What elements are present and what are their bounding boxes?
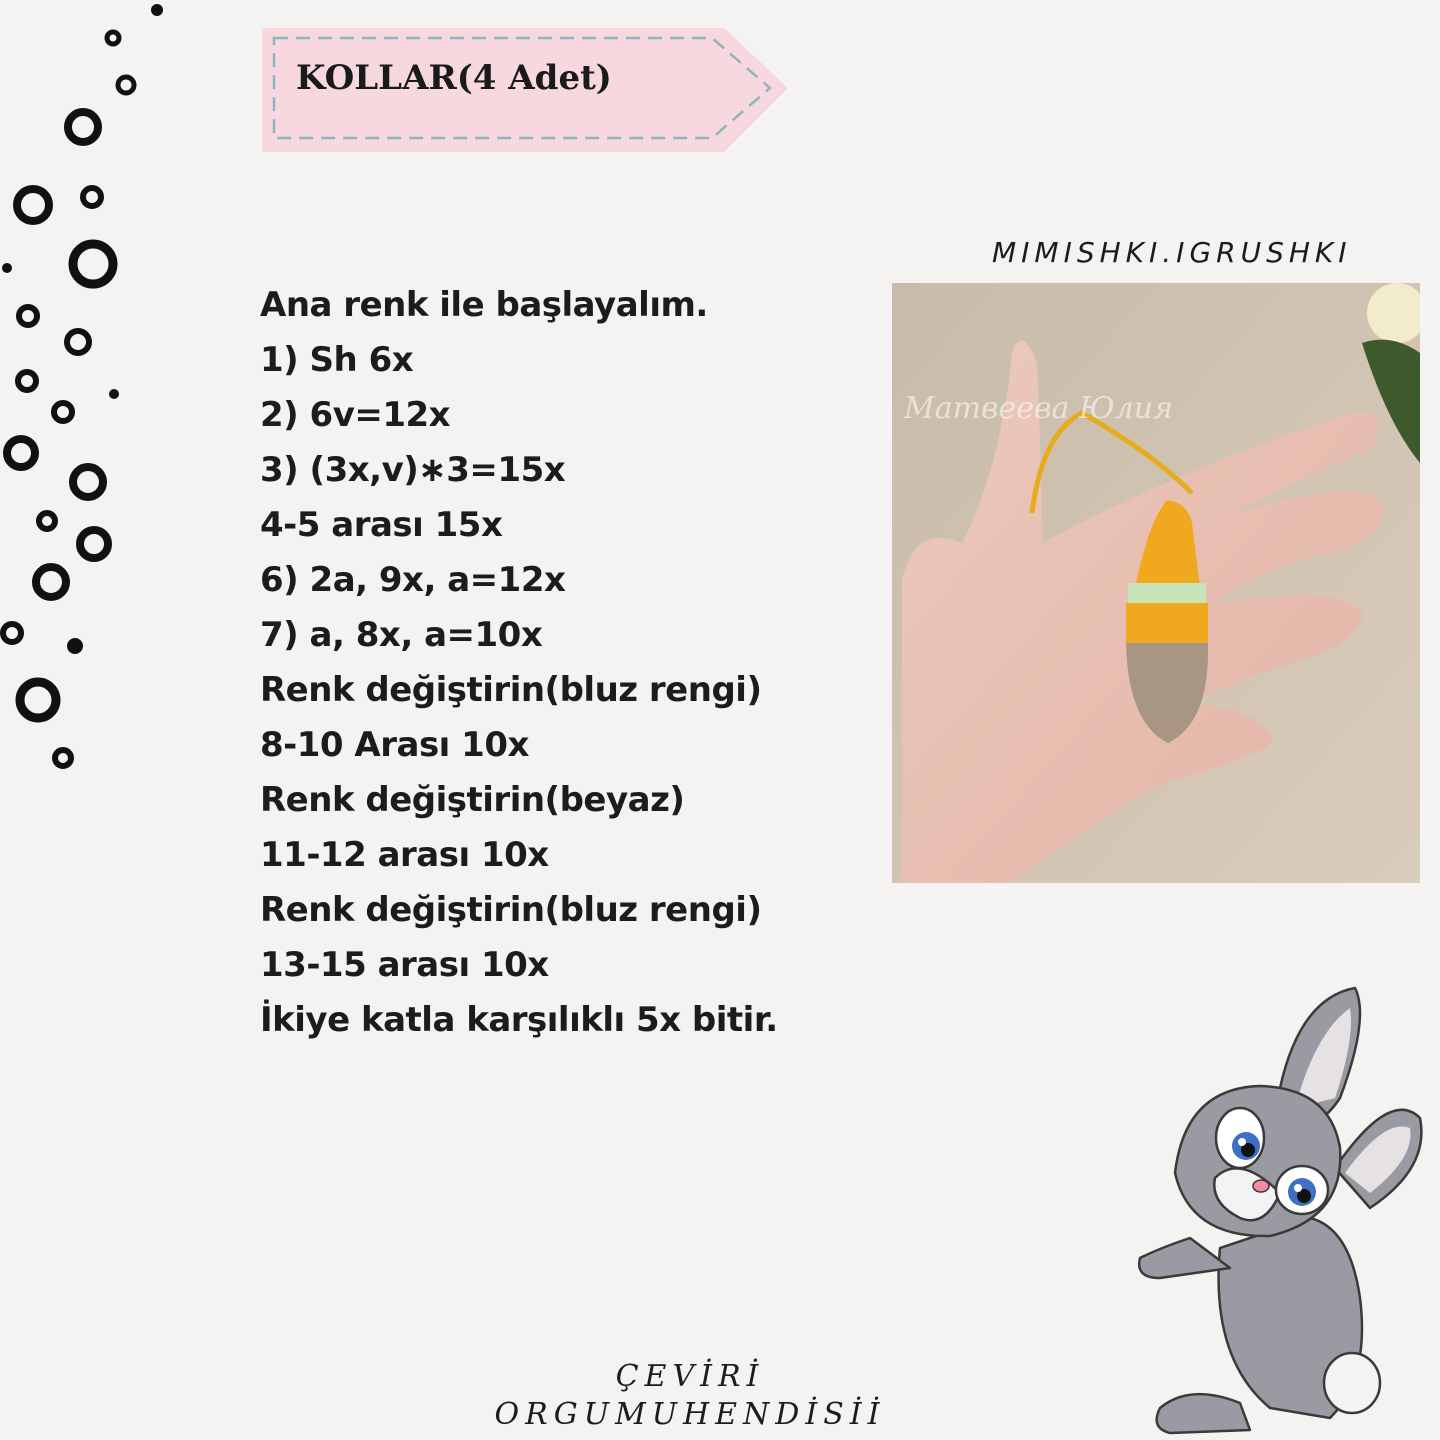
instruction-line: 3) (3x,v)∗3=15x: [260, 450, 566, 490]
bubble: [107, 32, 119, 44]
instruction-line: 11-12 arası 10x: [260, 835, 549, 875]
translation-credit-line2: ORGUMUHENDİSİİ: [494, 1397, 886, 1432]
instruction-line: 2) 6v=12x: [260, 395, 451, 435]
instruction-line: Renk değiştirin(bluz rengi): [260, 670, 762, 710]
instruction-line: İkiye katla karşılıklı 5x bitir.: [260, 1000, 778, 1040]
title-banner: [258, 24, 792, 154]
bunny-icon: [1130, 978, 1430, 1440]
dot: [2, 263, 12, 273]
instruction-line: 6) 2a, 9x, a=12x: [260, 560, 566, 600]
bubble: [7, 439, 35, 467]
instruction-line: Ana renk ile başlayalım.: [260, 285, 708, 325]
decorative-circles: [0, 0, 220, 800]
instruction-line: Renk değiştirin(bluz rengi): [260, 890, 762, 930]
bubble: [80, 530, 108, 558]
product-photo: [892, 283, 1420, 883]
bubble: [18, 372, 36, 390]
instruction-line: 1) Sh 6x: [260, 340, 414, 380]
bubble: [19, 307, 37, 325]
bubble: [55, 750, 71, 766]
translation-credit: [480, 1358, 900, 1434]
bubble: [39, 513, 55, 529]
instruction-line: 8-10 Arası 10x: [260, 725, 529, 765]
page-title: KOLLAR(4 Adet): [296, 58, 612, 98]
bubble: [73, 244, 113, 284]
dot: [151, 4, 163, 16]
photo-watermark: Матвеева Юлия: [904, 391, 1173, 426]
bubble: [36, 567, 66, 597]
instruction-list: [260, 282, 860, 1052]
instruction-line: 13-15 arası 10x: [260, 945, 549, 985]
bubble: [3, 624, 21, 642]
instruction-line: Renk değiştirin(beyaz): [260, 780, 685, 820]
translation-credit-line1: ÇEVİRİ: [615, 1359, 765, 1394]
bubble: [73, 467, 103, 497]
bubble: [17, 189, 49, 221]
instruction-line: 7) a, 8x, a=10x: [260, 615, 543, 655]
bubble: [83, 188, 101, 206]
bubble: [54, 403, 72, 421]
bubble: [118, 77, 134, 93]
bubble: [68, 112, 98, 142]
photo-credit: MIMISHKI.IGRUSHKI: [992, 236, 1352, 269]
bubble: [67, 331, 89, 353]
dot: [67, 638, 83, 654]
dot: [109, 389, 119, 399]
instruction-line: 4-5 arası 15x: [260, 505, 503, 545]
bubble: [20, 682, 56, 718]
